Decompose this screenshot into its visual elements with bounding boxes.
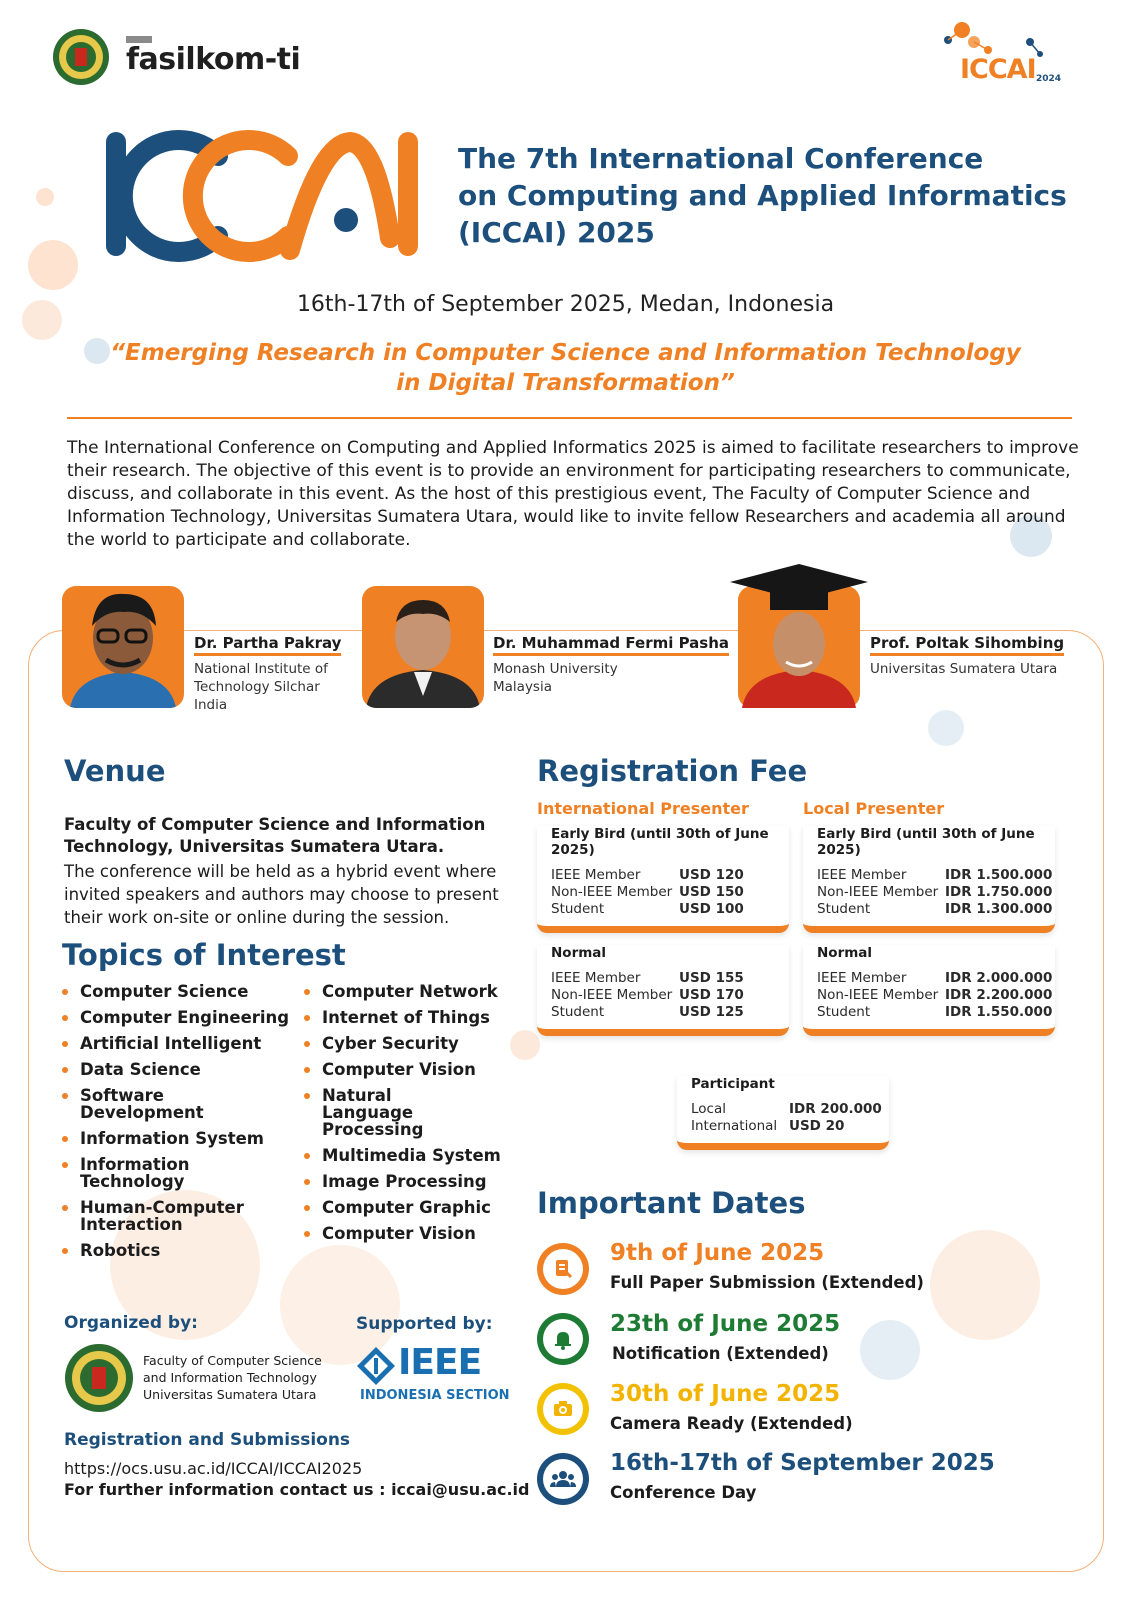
topic-item: Cyber Security: [304, 1035, 524, 1052]
decor-circle: [28, 240, 78, 290]
date-label: Notification (Extended): [612, 1344, 829, 1363]
bell-icon: [551, 1327, 575, 1351]
fee-amount: USD 100: [679, 901, 744, 917]
fee-row: [551, 901, 789, 918]
affiliation-line: India: [194, 697, 228, 713]
speaker-photo: [738, 586, 860, 708]
fee-amount: IDR 1.550.000: [945, 1004, 1053, 1020]
topics-list-left: [62, 983, 292, 1268]
topic-item: Computer Graphic: [304, 1199, 524, 1216]
topic-item: Computer Vision: [304, 1061, 524, 1078]
affiliation-line: Universitas Sumatera Utara: [870, 661, 1058, 677]
topic-item: Information System: [62, 1130, 292, 1147]
fee-type: Non-IEEE Member: [551, 987, 673, 1003]
date-label: Conference Day: [610, 1483, 757, 1502]
fee-row: [817, 867, 1055, 884]
date-icon-wrapper: [537, 1243, 589, 1295]
affiliation-line: Technology Silchar: [194, 679, 320, 695]
fee-amount: USD 170: [679, 987, 744, 1003]
fee-type: Student: [817, 901, 871, 917]
fee-type: IEEE Member: [817, 867, 907, 883]
fee-amount: IDR 1.750.000: [945, 884, 1053, 900]
affiliation-line: Malaysia: [493, 679, 552, 695]
registration-submissions-heading: Registration and Submissions: [64, 1430, 351, 1450]
fee-row: [691, 1101, 889, 1118]
fee-row: [817, 970, 1055, 987]
fee-type: Student: [551, 901, 605, 917]
intro-paragraph: The International Conference on Computing and Applied Informatics 2025 is aimed to facilitate researchers to improve their research. The objective of this event is to provide an environment for participating researchers to communicate, discuss, and collaborate in this event. As the host of this prestigious event, The Faculty of Computer Science and Information Technology, Universitas Sumatera Utara, would like to invite fellow Researchers and academia all around the world to participate and collaborate.: [67, 438, 1079, 550]
fee-amount: USD 150: [679, 884, 744, 900]
ieee-diamond-icon: [356, 1346, 396, 1386]
date-label: Camera Ready (Extended): [610, 1414, 853, 1433]
local-presenter-label: Local Presenter: [803, 799, 945, 818]
fee-row: [817, 1004, 1055, 1021]
fee-row: [551, 987, 789, 1004]
organizer-name-line: Faculty of Computer Science: [143, 1353, 322, 1368]
fee-box-local-normal: [803, 945, 1055, 1036]
speaker-name: Dr. Partha Pakray: [194, 634, 341, 656]
fee-amount: IDR 2.200.000: [945, 987, 1053, 1003]
registration-heading: Registration Fee: [537, 754, 808, 788]
topic-item: Multimedia System: [304, 1147, 524, 1164]
fee-amount: USD 155: [679, 970, 744, 986]
usu-logo: [52, 28, 110, 86]
fee-amount: USD 20: [789, 1118, 845, 1134]
date-title: 16th-17th of September 2025: [610, 1450, 995, 1476]
iccai-small-logo: [940, 20, 1060, 90]
document-icon: [551, 1257, 575, 1281]
topic-item: Natural Language Processing: [304, 1087, 484, 1138]
fee-box-local-early: [803, 826, 1055, 933]
fee-type: IEEE Member: [817, 970, 907, 986]
registration-url[interactable]: https://ocs.usu.ac.id/ICCAI/ICCAI2025: [64, 1459, 363, 1478]
date-label: Full Paper Submission (Extended): [610, 1273, 924, 1292]
fee-type: International: [691, 1118, 778, 1134]
fee-type: Non-IEEE Member: [817, 987, 939, 1003]
usu-faculty-logo: [64, 1343, 134, 1413]
topic-item: Computer Engineering: [62, 1009, 292, 1026]
speaker-name: Dr. Muhammad Fermi Pasha: [493, 634, 729, 656]
topic-item: Computer Science: [62, 983, 292, 1000]
fee-amount: IDR 200.000: [789, 1101, 882, 1117]
fee-amount: IDR 1.300.000: [945, 901, 1053, 917]
date-icon-wrapper: [537, 1383, 589, 1435]
date-icon-wrapper: [537, 1453, 589, 1505]
fee-type: IEEE Member: [551, 970, 641, 986]
dates-heading: Important Dates: [537, 1186, 806, 1220]
theme-line: “Emerging Research in Computer Science and Information Technology: [110, 340, 1021, 366]
date-title: 30th of June 2025: [610, 1381, 841, 1407]
topic-item: Internet of Things: [304, 1009, 524, 1026]
decor-circle: [36, 188, 54, 206]
speaker-affiliation: [194, 660, 328, 714]
topic-item: Software Development: [62, 1087, 292, 1121]
fee-box-title: Normal: [817, 945, 873, 961]
fee-type: Student: [551, 1004, 605, 1020]
organizer-name-line: and Information Technology: [143, 1370, 317, 1385]
ieee-section-text: INDONESIA SECTION: [360, 1388, 510, 1403]
theme-line: in Digital Transformation”: [396, 370, 735, 396]
date-title: 23th of June 2025: [610, 1311, 841, 1337]
ieee-logo: [356, 1342, 510, 1408]
topic-item: Computer Network: [304, 983, 524, 1000]
contact-info: For further information contact us : iccai@usu.ac.id: [64, 1480, 530, 1499]
conference-title-line: The 7th International Conference: [458, 142, 984, 175]
venue-name-line: Technology, Universitas Sumatera Utara.: [64, 837, 445, 856]
speaker-photo: [62, 586, 184, 708]
fee-box-intl-early: [537, 826, 789, 933]
fee-type: Non-IEEE Member: [551, 884, 673, 900]
topics-list-right: [304, 983, 524, 1251]
topic-item: Robotics: [62, 1242, 292, 1259]
topic-item: Computer Vision: [304, 1225, 524, 1242]
fee-row: [691, 1118, 889, 1135]
venue-heading: Venue: [64, 754, 166, 788]
fee-type: Non-IEEE Member: [817, 884, 939, 900]
fee-box-title: Early Bird (until 30th of June 2025): [817, 826, 1035, 858]
venue-name: [64, 814, 504, 858]
fee-row: [551, 970, 789, 987]
divider: [67, 417, 1072, 419]
fee-row: [817, 884, 1055, 901]
venue-description: The conference will be held as a hybrid event where invited speakers and authors may choose to present their work on-site or online during the session.: [64, 862, 499, 927]
speaker-name: Prof. Poltak Sihombing: [870, 634, 1064, 656]
conference-theme: [60, 338, 1071, 398]
speaker-affiliation: [493, 660, 618, 696]
conference-title-line: on Computing and Applied Informatics: [458, 179, 1067, 212]
date-icon-wrapper: [537, 1313, 589, 1365]
iccai-small-logo-year: 2024: [1036, 74, 1062, 84]
fee-amount: IDR 1.500.000: [945, 867, 1053, 883]
affiliation-line: National Institute of: [194, 661, 328, 677]
speaker-photo: [362, 586, 484, 708]
topic-item: Data Science: [62, 1061, 292, 1078]
topic-item: Human-Computer Interaction: [62, 1199, 252, 1233]
date-location: 16th-17th of September 2025, Medan, Indonesia: [296, 292, 835, 317]
topic-item: Information Technology: [62, 1156, 292, 1190]
fee-type: Student: [817, 1004, 871, 1020]
organized-by-heading: Organized by:: [64, 1313, 198, 1333]
fee-amount: USD 120: [679, 867, 744, 883]
iccai-small-logo-text: ICCAI: [960, 54, 1036, 85]
people-icon: [550, 1467, 576, 1491]
fee-row: [817, 987, 1055, 1004]
fee-row: [817, 901, 1055, 918]
ieee-logo-text: IEEE: [398, 1342, 482, 1383]
date-title: 9th of June 2025: [610, 1240, 825, 1266]
speaker-affiliation: [870, 660, 1057, 678]
fee-box-participant: [677, 1076, 889, 1150]
international-presenter-label: International Presenter: [537, 799, 749, 818]
conference-title: [458, 140, 1098, 251]
camera-icon: [551, 1397, 575, 1421]
fee-type: IEEE Member: [551, 867, 641, 883]
fee-amount: IDR 2.000.000: [945, 970, 1053, 986]
conference-title-line: (ICCAI) 2025: [458, 216, 655, 249]
organizer-name: [143, 1352, 322, 1403]
fee-box-title: Early Bird (until 30th of June 2025): [551, 826, 769, 858]
faculty-brand: fasilkom-ti: [126, 42, 301, 77]
supported-by-heading: Supported by:: [356, 1314, 493, 1334]
fee-amount: USD 125: [679, 1004, 744, 1020]
topic-item: Image Processing: [304, 1173, 524, 1190]
topic-item: Artificial Intelligent: [62, 1035, 292, 1052]
fee-box-intl-normal: [537, 945, 789, 1036]
fee-type: Local: [691, 1101, 726, 1117]
fee-box-title: Participant: [691, 1076, 775, 1092]
fee-row: [551, 884, 789, 901]
fee-box-title: Normal: [551, 945, 607, 961]
fee-row: [551, 1004, 789, 1021]
iccai-main-logo: [100, 128, 425, 263]
topics-heading: Topics of Interest: [62, 938, 346, 972]
fee-row: [551, 867, 789, 884]
affiliation-line: Monash University: [493, 661, 618, 677]
organizer-name-line: Universitas Sumatera Utara: [143, 1387, 317, 1402]
venue-name-line: Faculty of Computer Science and Information: [64, 815, 486, 834]
